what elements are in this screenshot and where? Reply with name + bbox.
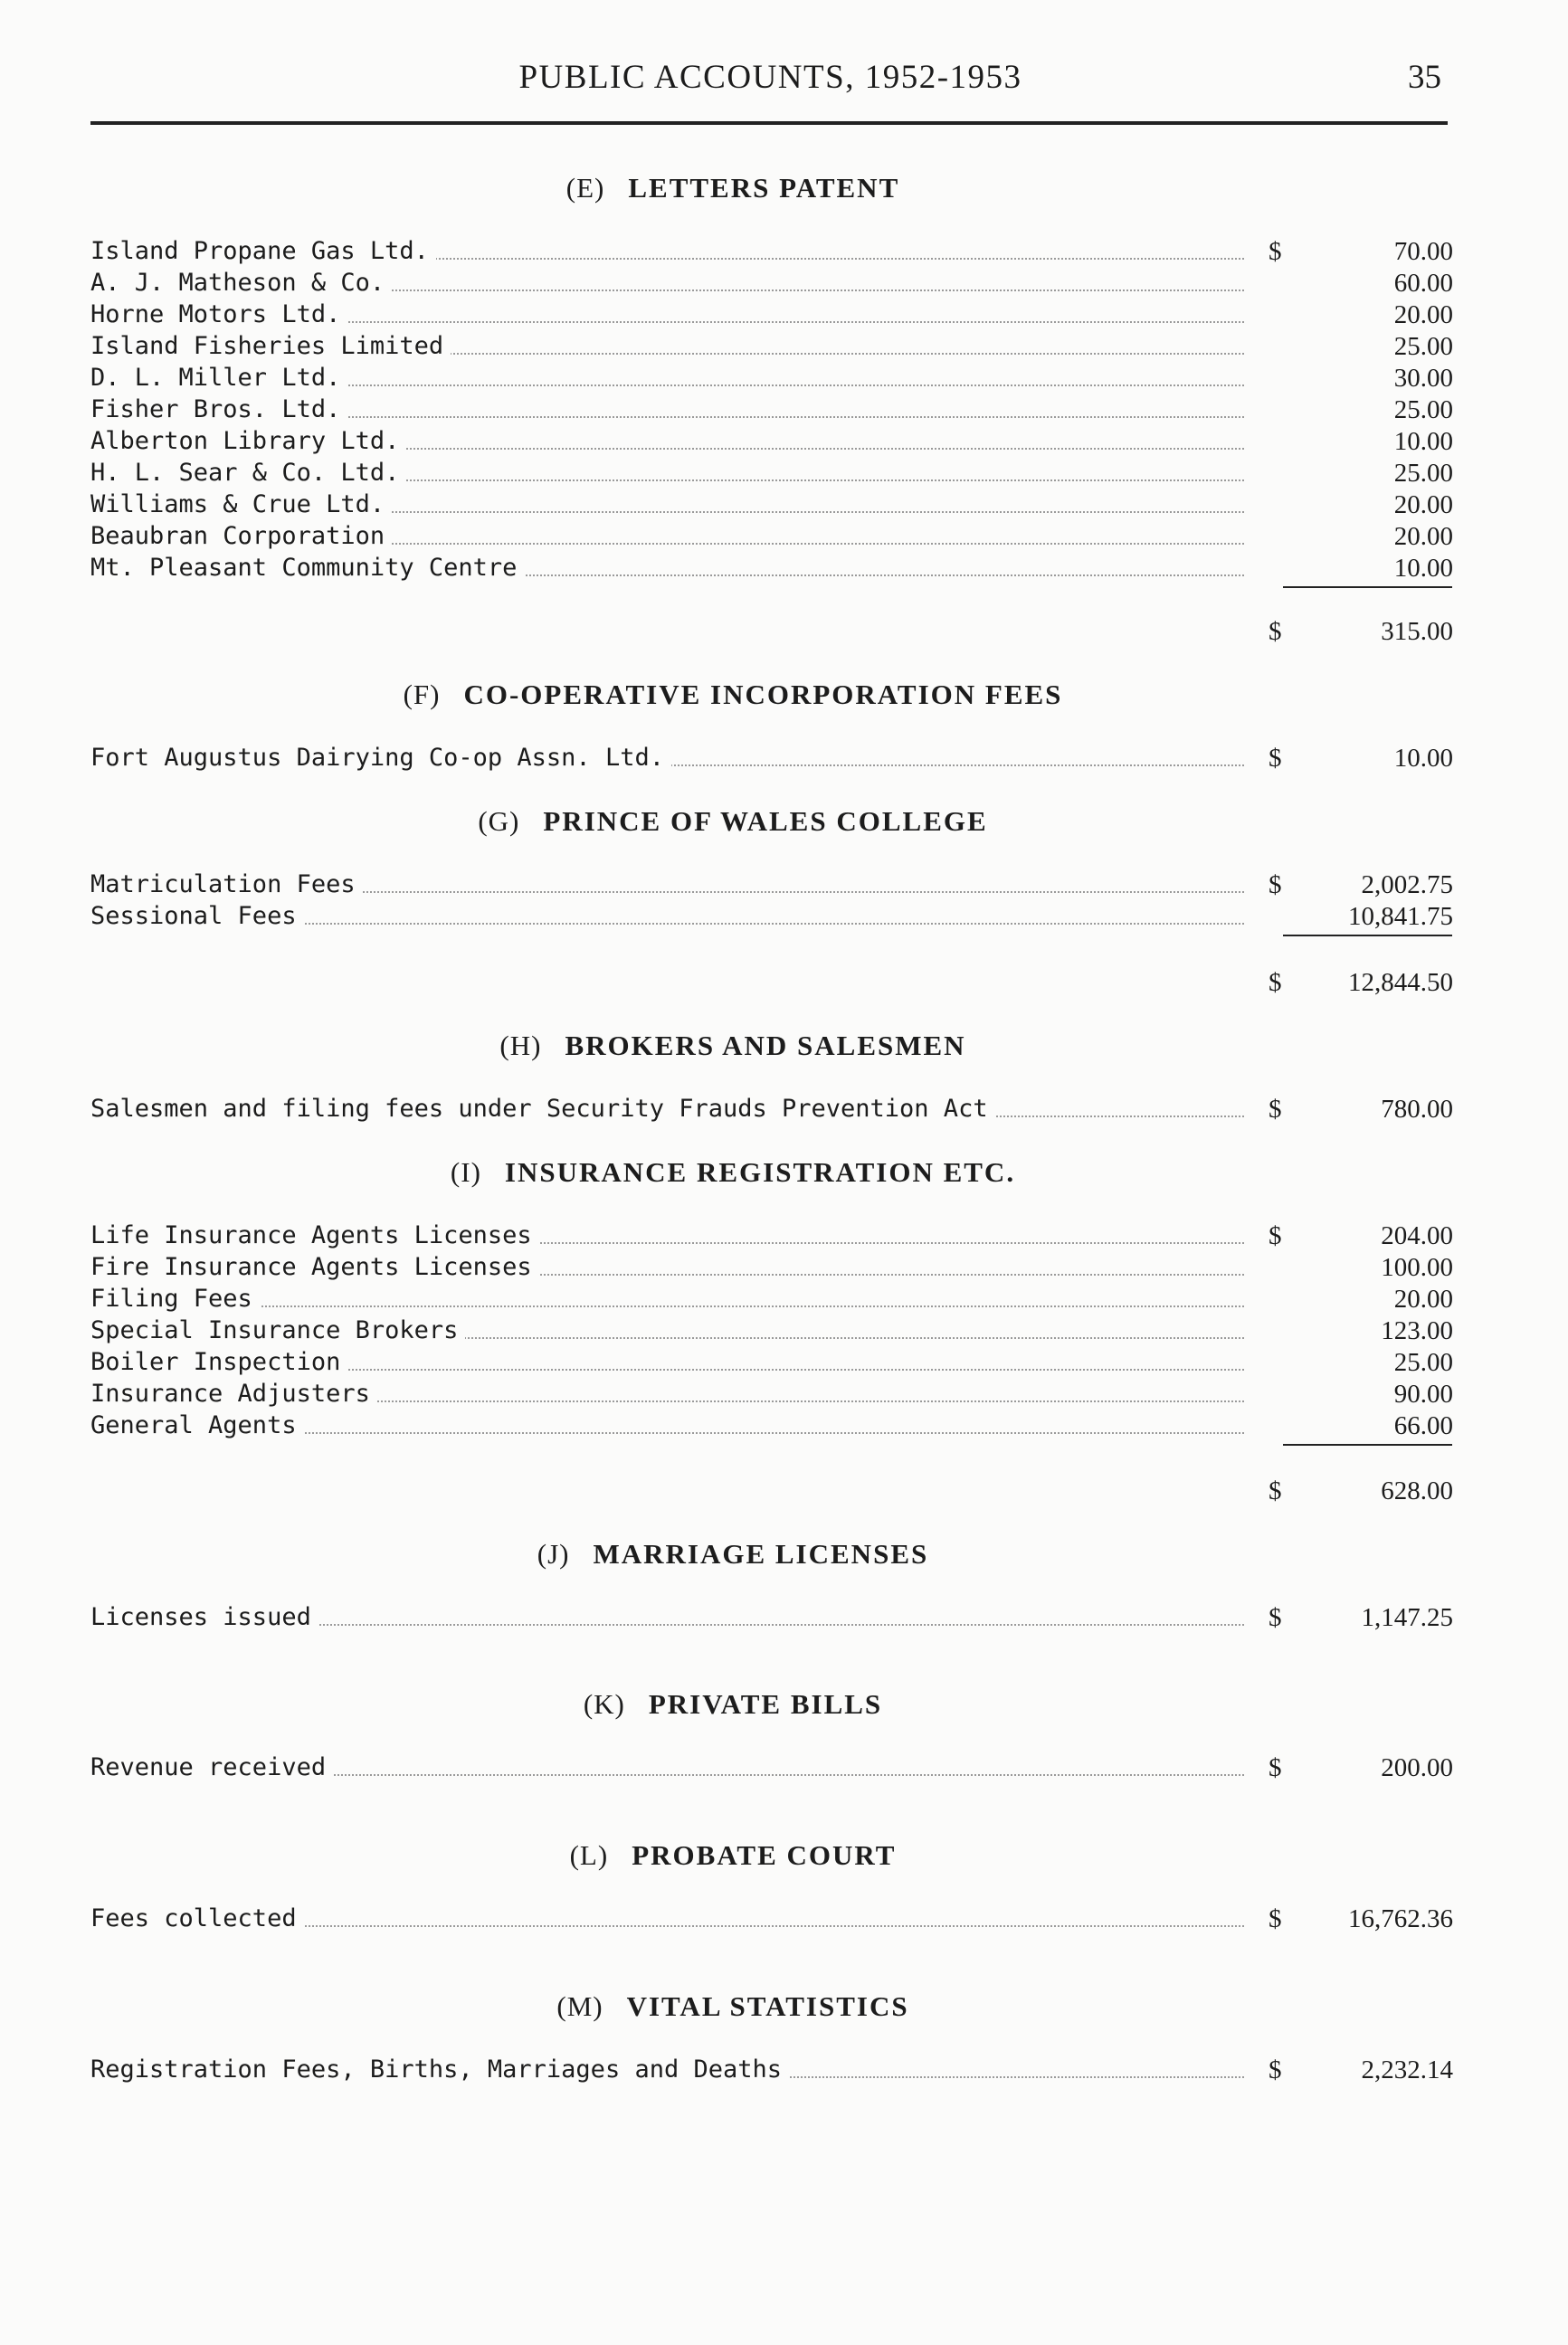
ledger-item-amount: 25.00 xyxy=(1393,459,1453,488)
ledger-row xyxy=(90,330,1466,363)
section-label: (J) xyxy=(537,1538,570,1570)
section-title: MARRIAGE LICENSES xyxy=(593,1538,929,1570)
ledger-item-name xyxy=(90,457,1244,489)
dollar-sign: $ xyxy=(1269,1095,1282,1124)
ledger-item-name xyxy=(90,267,1244,299)
section-title: PRIVATE BILLS xyxy=(648,1688,883,1720)
page-number: 35 xyxy=(1408,59,1441,96)
section-heading xyxy=(90,1839,1375,1872)
section-heading xyxy=(90,1688,1375,1721)
ledger-item-name xyxy=(90,1346,1244,1379)
ledger-item-amount: 20.00 xyxy=(1393,522,1453,551)
ledger-item-name xyxy=(90,1410,1244,1442)
dollar-sign: $ xyxy=(1269,1904,1282,1933)
ledger-item-amount: 100.00 xyxy=(1381,1253,1453,1282)
page-title: PUBLIC ACCOUNTS, 1952-1953 xyxy=(518,59,1022,96)
section-label: (E) xyxy=(565,172,605,204)
ledger-item-label: Licenses issued xyxy=(90,1603,318,1631)
section-total xyxy=(90,966,1466,999)
ledger-item-label: Fire Insurance Agents Licenses xyxy=(90,1253,539,1281)
ledger-item-name xyxy=(90,1601,1244,1634)
ledger-item-label: Insurance Adjusters xyxy=(90,1380,377,1408)
ledger-row xyxy=(90,1378,1466,1410)
section-title: VITAL STATISTICS xyxy=(626,1990,909,2022)
ledger-item-name xyxy=(90,1315,1244,1347)
ledger-item-name xyxy=(90,1378,1244,1410)
ledger-item-label: Island Propane Gas Ltd. xyxy=(90,237,436,265)
ledger-item-amount: 70.00 xyxy=(1393,237,1453,266)
ledger-item-label: H. L. Sear & Co. Ltd. xyxy=(90,459,406,487)
section-title: CO-OPERATIVE INCORPORATION FEES xyxy=(463,679,1063,710)
ledger-item-label: Revenue received xyxy=(90,1753,333,1781)
section-total-amount: 12,844.50 xyxy=(1348,968,1453,997)
dollar-sign: $ xyxy=(1269,2055,1282,2084)
ledger-item-amount: 20.00 xyxy=(1393,490,1453,519)
ledger-item-name xyxy=(90,520,1244,553)
section-heading xyxy=(90,172,1375,204)
ledger-item-name xyxy=(90,552,1244,584)
ledger-item-name xyxy=(90,394,1244,426)
ledger-item-label: Boiler Inspection xyxy=(90,1348,347,1376)
dollar-sign: $ xyxy=(1269,968,1282,997)
dollar-sign: $ xyxy=(1269,744,1282,773)
ledger-item-amount: 780.00 xyxy=(1381,1095,1453,1124)
ledger-item-amount: 16,762.36 xyxy=(1348,1904,1453,1933)
section-heading xyxy=(90,679,1375,711)
ledger-item-amount: 10.00 xyxy=(1393,744,1453,773)
ledger-item-label: Life Insurance Agents Licenses xyxy=(90,1221,539,1249)
header-rule xyxy=(90,121,1448,125)
section-label: (L) xyxy=(569,1839,609,1871)
ledger-row xyxy=(90,1601,1466,1634)
ledger-item-name xyxy=(90,1283,1244,1315)
ledger-row xyxy=(90,1220,1466,1252)
ledger-item-label: Island Fisheries Limited xyxy=(90,332,451,360)
ledger-item-label: A. J. Matheson & Co. xyxy=(90,269,392,297)
ledger-item-label: Beaubran Corporation xyxy=(90,522,392,550)
ledger-item-label: D. L. Miller Ltd. xyxy=(90,364,347,392)
ledger-item-label: Williams & Crue Ltd. xyxy=(90,490,392,518)
ledger-item-name xyxy=(90,1752,1244,1784)
ledger-row xyxy=(90,1903,1466,1935)
ledger-row xyxy=(90,394,1466,426)
ledger-row xyxy=(90,235,1466,268)
ledger-item-amount: 10.00 xyxy=(1393,554,1453,583)
ledger-item-amount: 123.00 xyxy=(1381,1316,1453,1345)
dollar-sign: $ xyxy=(1269,237,1282,266)
ledger-row xyxy=(90,1093,1466,1125)
ledger-item-label: Fees collected xyxy=(90,1904,304,1932)
section-label: (I) xyxy=(450,1156,481,1188)
section-label: (M) xyxy=(556,1990,603,2022)
section-title: INSURANCE REGISTRATION ETC. xyxy=(504,1156,1016,1188)
ledger-row xyxy=(90,267,1466,299)
ledger-row xyxy=(90,489,1466,521)
ledger-item-name xyxy=(90,489,1244,521)
ledger-row xyxy=(90,1346,1466,1379)
ledger-item-amount: 25.00 xyxy=(1393,332,1453,361)
ledger-item-name xyxy=(90,235,1244,268)
ledger-item-amount: 20.00 xyxy=(1393,300,1453,329)
ledger-item-name xyxy=(90,425,1244,458)
ledger-item-amount: 25.00 xyxy=(1393,1348,1453,1377)
section-total xyxy=(90,615,1466,648)
page-header xyxy=(90,56,1450,110)
section-title: PRINCE OF WALES COLLEGE xyxy=(543,805,988,837)
ledger-item-amount: 1,147.25 xyxy=(1361,1603,1453,1632)
ledger-item-label: Fisher Bros. Ltd. xyxy=(90,395,347,423)
dollar-sign: $ xyxy=(1269,1603,1282,1632)
total-rule xyxy=(1283,586,1452,588)
ledger-item-amount: 66.00 xyxy=(1393,1411,1453,1440)
section-total xyxy=(90,1475,1466,1507)
ledger-item-name xyxy=(90,330,1244,363)
ledger-item-amount: 20.00 xyxy=(1393,1285,1453,1314)
ledger-row xyxy=(90,1752,1466,1784)
section-label: (H) xyxy=(499,1030,542,1061)
ledger-item-name xyxy=(90,742,1244,774)
section-title: BROKERS AND SALESMEN xyxy=(565,1030,966,1061)
ledger-item-name xyxy=(90,362,1244,394)
ledger-item-name xyxy=(90,1093,1244,1125)
ledger-item-label: Sessional Fees xyxy=(90,902,304,930)
ledger-item-label: Horne Motors Ltd. xyxy=(90,300,347,328)
ledger-item-label: Alberton Library Ltd. xyxy=(90,427,406,455)
total-rule xyxy=(1283,1444,1452,1446)
ledger-item-amount: 10,841.75 xyxy=(1348,902,1453,931)
section-heading xyxy=(90,1990,1375,2023)
ledger-row xyxy=(90,520,1466,553)
dollar-sign: $ xyxy=(1269,1221,1282,1250)
ledger-row xyxy=(90,742,1466,774)
ledger-item-label: Filing Fees xyxy=(90,1285,260,1313)
ledger-item-name xyxy=(90,1251,1244,1284)
ledger-item-label: Special Insurance Brokers xyxy=(90,1316,465,1344)
total-rule xyxy=(1283,935,1452,936)
ledger-row xyxy=(90,457,1466,489)
ledger-item-name xyxy=(90,1903,1244,1935)
ledger-row xyxy=(90,425,1466,458)
dollar-sign: $ xyxy=(1269,1753,1282,1782)
ledger-row xyxy=(90,869,1466,901)
ledger-row xyxy=(90,299,1466,331)
ledger-row xyxy=(90,1283,1466,1315)
ledger-item-amount: 10.00 xyxy=(1393,427,1453,456)
section-heading xyxy=(90,1538,1375,1571)
section-heading xyxy=(90,805,1375,838)
ledger-item-name xyxy=(90,2054,1244,2086)
section-total-amount: 315.00 xyxy=(1381,617,1453,646)
ledger-row xyxy=(90,552,1466,584)
dollar-sign: $ xyxy=(1269,870,1282,899)
ledger-item-name xyxy=(90,869,1244,901)
ledger-item-amount: 25.00 xyxy=(1393,395,1453,424)
ledger-row xyxy=(90,362,1466,394)
ledger-item-amount: 200.00 xyxy=(1381,1753,1453,1782)
section-title: LETTERS PATENT xyxy=(628,172,900,204)
ledger-item-name xyxy=(90,299,1244,331)
section-total-amount: 628.00 xyxy=(1381,1476,1453,1505)
ledger-item-label: Registration Fees, Births, Marriages and Deaths xyxy=(90,2055,789,2084)
dollar-sign: $ xyxy=(1269,617,1282,646)
ledger-row xyxy=(90,2054,1466,2086)
ledger-item-label: Fort Augustus Dairying Co-op Assn. Ltd. xyxy=(90,744,671,772)
section-label: (G) xyxy=(478,805,520,837)
section-label: (K) xyxy=(583,1688,625,1720)
section-label: (F) xyxy=(403,679,441,710)
dollar-sign: $ xyxy=(1269,1476,1282,1505)
ledger-item-name xyxy=(90,900,1244,933)
ledger-item-amount: 60.00 xyxy=(1393,269,1453,298)
ledger-row xyxy=(90,1315,1466,1347)
section-title: PROBATE COURT xyxy=(632,1839,897,1871)
ledger-item-label: Mt. Pleasant Community Centre xyxy=(90,554,524,582)
ledger-item-label: Salesmen and filing fees under Security Frauds Prevention Act xyxy=(90,1095,995,1123)
ledger-item-label: Matriculation Fees xyxy=(90,870,363,898)
ledger-row xyxy=(90,900,1466,933)
ledger-item-label: General Agents xyxy=(90,1411,304,1439)
ledger-item-amount: 204.00 xyxy=(1381,1221,1453,1250)
ledger-item-name xyxy=(90,1220,1244,1252)
ledger-item-amount: 30.00 xyxy=(1393,364,1453,393)
ledger-item-amount: 2,002.75 xyxy=(1361,870,1453,899)
ledger-item-amount: 2,232.14 xyxy=(1361,2055,1453,2084)
ledger-row xyxy=(90,1410,1466,1442)
section-heading xyxy=(90,1156,1375,1189)
section-heading xyxy=(90,1030,1375,1062)
ledger-row xyxy=(90,1251,1466,1284)
ledger-item-amount: 90.00 xyxy=(1393,1380,1453,1409)
